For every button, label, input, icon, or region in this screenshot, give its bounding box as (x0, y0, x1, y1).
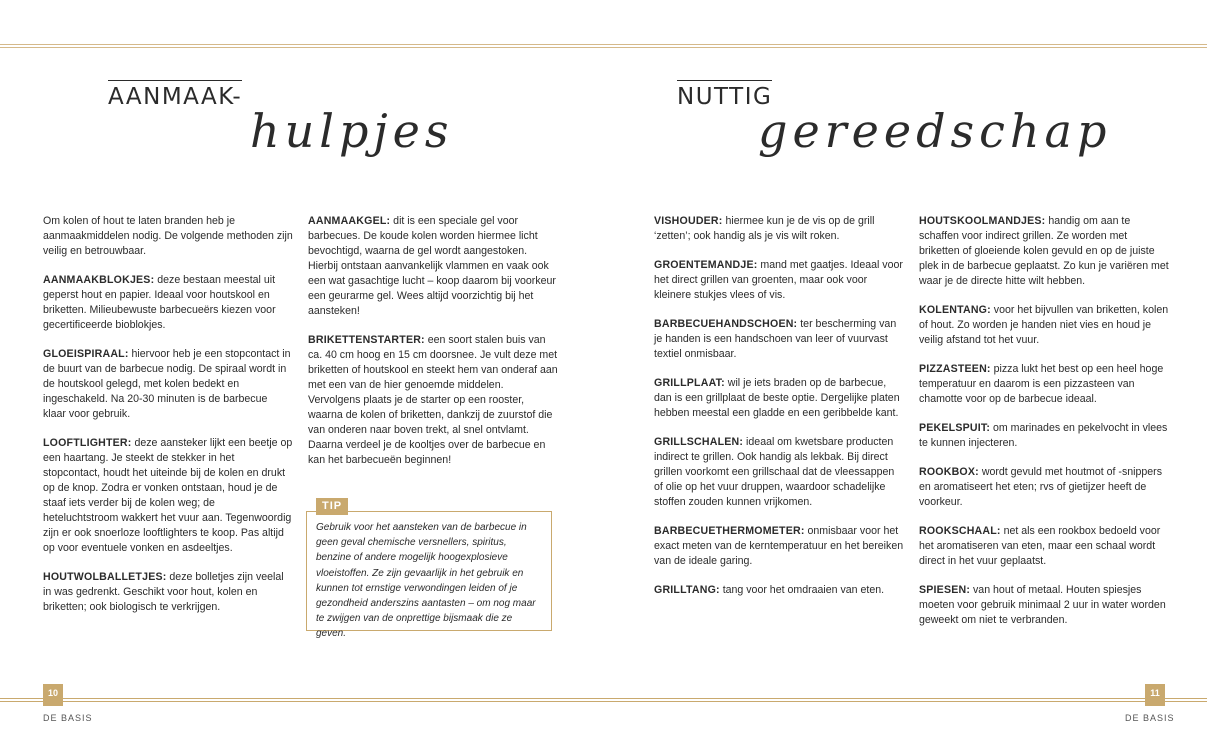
definition-text: deze bestaan meestal uit geperst hout en papier. Ideaal voor houtskool en briketten. Milieubewuste barbecueërs kiezen voor gecertificeerde bioblokjes. (43, 274, 276, 331)
definition-text: dit is een speciale gel voor barbecues. De koude kolen worden hiermee licht bevochtigd, waarna de gel wordt aangestoken. Hierbij ontstaan aanvankelijk vlammen en vaak ook een wat gasachtige lucht – koop daarom bij voorkeur een geurarme gel. Wees altijd voorzichtig bij het aansteken! (308, 215, 556, 317)
definition-term: AANMAAKBLOKJES: (43, 274, 155, 286)
definition-term: HOUTSKOOLMANDJES: (919, 215, 1046, 227)
right-col2-list (919, 214, 1169, 628)
bottom-rule (0, 698, 1207, 699)
definition-text: onmisbaar voor het exact meten van de kerntemperatuur en het bereiken van de ideale garing. (654, 525, 904, 567)
top-rule-2 (0, 47, 1207, 48)
definition-text: om marinades en pekelvocht in vlees te kunnen injecteren. (919, 422, 1168, 449)
definition-entry (654, 317, 904, 362)
definition-term: HOUTWOLBALLETJES: (43, 571, 167, 583)
definition-entry (919, 303, 1169, 348)
definition-text: wordt gevuld met houtmot of -snippers en aromatiseert het eten; rvs of gietijzer heeft de voorkeur. (919, 466, 1162, 508)
definition-text: wil je iets braden op de barbecue, dan is een grillplaat de beste optie. Dergelijke platen hebben meestal een gladde en een geribbelde kant. (654, 377, 900, 419)
definition-term: BARBECUETHERMOMETER: (654, 525, 805, 537)
definition-term: LOOFTLIGHTER: (43, 437, 132, 449)
definition-text: tang voor het omdraaien van eten. (719, 584, 885, 596)
definition-text: handig om aan te schaffen voor indirect grillen. Ze worden met briketten of gloeiende kolen gevuld en op de juiste plek in de barbecue geplaatst. Zo kun je variëren met waar je de directe hitte wilt hebben. (919, 215, 1169, 287)
footer-right: DE BASIS (1125, 713, 1175, 723)
right-title-script: gereedschap (758, 104, 1112, 158)
definition-text: voor het bijvullen van briketten, kolen of hout. Zo worden je handen niet vies en houd je veilig afstand tot het vuur. (919, 304, 1169, 346)
definition-term: BRIKETTENSTARTER: (308, 334, 425, 346)
definition-entry (308, 214, 558, 319)
definition-entry (43, 273, 293, 333)
footer-left: DE BASIS (43, 713, 93, 723)
definition-term: VISHOUDER: (654, 215, 723, 227)
definition-term: AANMAAKGEL: (308, 215, 391, 227)
definition-entry (43, 570, 293, 615)
tip-box (306, 511, 552, 640)
page-number-left: 10 (43, 684, 63, 706)
definition-term: ROOKBOX: (919, 466, 979, 478)
definition-term: SPIESEN: (919, 584, 971, 596)
definition-text: ter bescherming van je handen is een handschoen van leer of vuurvast textiel onmisbaar. (654, 318, 897, 360)
definition-entry (919, 465, 1169, 510)
definition-entry (919, 421, 1169, 451)
left-col1-list (43, 273, 293, 615)
left-col2-list (308, 214, 558, 468)
definition-entry (308, 333, 558, 468)
definition-entry (919, 524, 1169, 569)
definition-text: van hout of metaal. Houten spiesjes moeten voor gebruik minimaal 2 uur in water worden geweekt om niet te verbranden. (919, 584, 1166, 626)
left-title-script: hulpjes (250, 104, 454, 158)
right-column-1 (654, 214, 904, 612)
definition-entry (919, 583, 1169, 628)
definition-entry (654, 524, 904, 569)
definition-text: ideaal om kwetsbare producten indirect te grillen. Ook handig als lekbak. Bij direct grillen voorkomt een grillschaal dat de vleessappen of olie op het vuur druppen, waardoor schadelijke stoffen zouden kunnen vrijkomen. (654, 436, 895, 508)
definition-entry (654, 376, 904, 421)
definition-entry (919, 214, 1169, 289)
definition-term: PIZZASTEEN: (919, 363, 991, 375)
tip-text: Gebruik voor het aansteken van de barbecue in geen geval chemische versnellers, spiritus, benzine of andere mogelijk hoogexplosieve vloeistoffen. Ze zijn gevaarlijk in het gebruik en kunnen tot ernstige verwondingen leiden of je gezondheid anderszins aantasten – om nog maar te zwijgen van de onprettige bijsmaak die ze geven. (316, 522, 536, 640)
definition-term: GROENTEMANDJE: (654, 259, 758, 271)
definition-text: pizza lukt het best op een heel hoge temperatuur en daarom is een pizzasteen van chamotte voor op de barbecue ideaal. (919, 363, 1164, 405)
definition-term: PEKELSPUIT: (919, 422, 991, 434)
definition-text: een soort stalen buis van ca. 40 cm hoog en 15 cm doorsnee. Je vult deze met briketten of houtskool en steekt hem van onderaf aan met een van de hier genoemde middelen. Vervolgens plaats je de starter op een rooster, waarna de kolen of briketten, dankzij de zuurstof die van onderen naar boven trekt, al snel ontvlamt. Daarna verdeel je de kooltjes over de barbecue en kan het barbecueën beginnen! (308, 334, 558, 466)
definition-text: deze bolletjes zijn veelal in was gedrenkt. Geschikt voor hout, kolen en briketten; ook biologisch te verkrijgen. (43, 571, 284, 613)
left-column-1 (43, 214, 293, 629)
page-number-right: 11 (1145, 684, 1165, 706)
right-column-2 (919, 214, 1169, 642)
definition-term: GRILLPLAAT: (654, 377, 725, 389)
right-title-top: NUTTIG (677, 80, 772, 109)
definition-entry (654, 583, 904, 598)
definition-term: GRILLSCHALEN: (654, 436, 744, 448)
left-column-2 (308, 214, 558, 482)
bottom-rule-2 (0, 701, 1207, 702)
definition-text: deze aansteker lijkt een beetje op een haartang. Je steekt de stekker in het stopcontact, houdt het uiteinde bij de kolen en drukt op de knop. Zodra er vonken ontstaan, houd je de staaf iets verder bij de kolen weg; de heteluchtstroom wakkert het vuur aan. Tegenwoordig zijn er ook snoerloze looftlighters te koop. Pas altijd op voor eventuele vonken en asdeeltjes. (43, 437, 293, 554)
definition-entry (43, 347, 293, 422)
top-rule (0, 44, 1207, 45)
intro-paragraph: Om kolen of hout te laten branden heb je aanmaakmiddelen nodig. De volgende methoden zijn veilig en betrouwbaar. (43, 215, 293, 257)
definition-text: hiermee kun je de vis op de grill ‘zetten’; ook handig als je vis wilt roken. (654, 215, 875, 242)
definition-term: GLOEISPIRAAL: (43, 348, 129, 360)
left-title-top: AANMAAK- (108, 80, 242, 109)
definition-text: net als een rookbox bedoeld voor het aromatiseren van eten, maar een schaal wordt direct in het vuur geplaatst. (919, 525, 1161, 567)
definition-term: KOLENTANG: (919, 304, 991, 316)
definition-entry (654, 214, 904, 244)
definition-text: mand met gaatjes. Ideaal voor het direct grillen van groenten, maar ook voor kleinere stukjes vlees of vis. (654, 259, 903, 301)
definition-term: BARBECUEHANDSCHOEN: (654, 318, 798, 330)
definition-entry (919, 362, 1169, 407)
definition-term: GRILLTANG: (654, 584, 720, 596)
tip-label: TIP (316, 498, 348, 515)
definition-entry (43, 436, 293, 556)
definition-term: ROOKSCHAAL: (919, 525, 1001, 537)
definition-text: hiervoor heb je een stopcontact in de buurt van de barbecue nodig. De spiraal wordt in de houtskool gelegd, met kolen bedekt en ingeschakeld. Na 20-30 minuten is de barbecue klaar voor gebruik. (43, 348, 291, 420)
right-col1-list (654, 214, 904, 598)
definition-entry (654, 258, 904, 303)
definition-entry (654, 435, 904, 510)
